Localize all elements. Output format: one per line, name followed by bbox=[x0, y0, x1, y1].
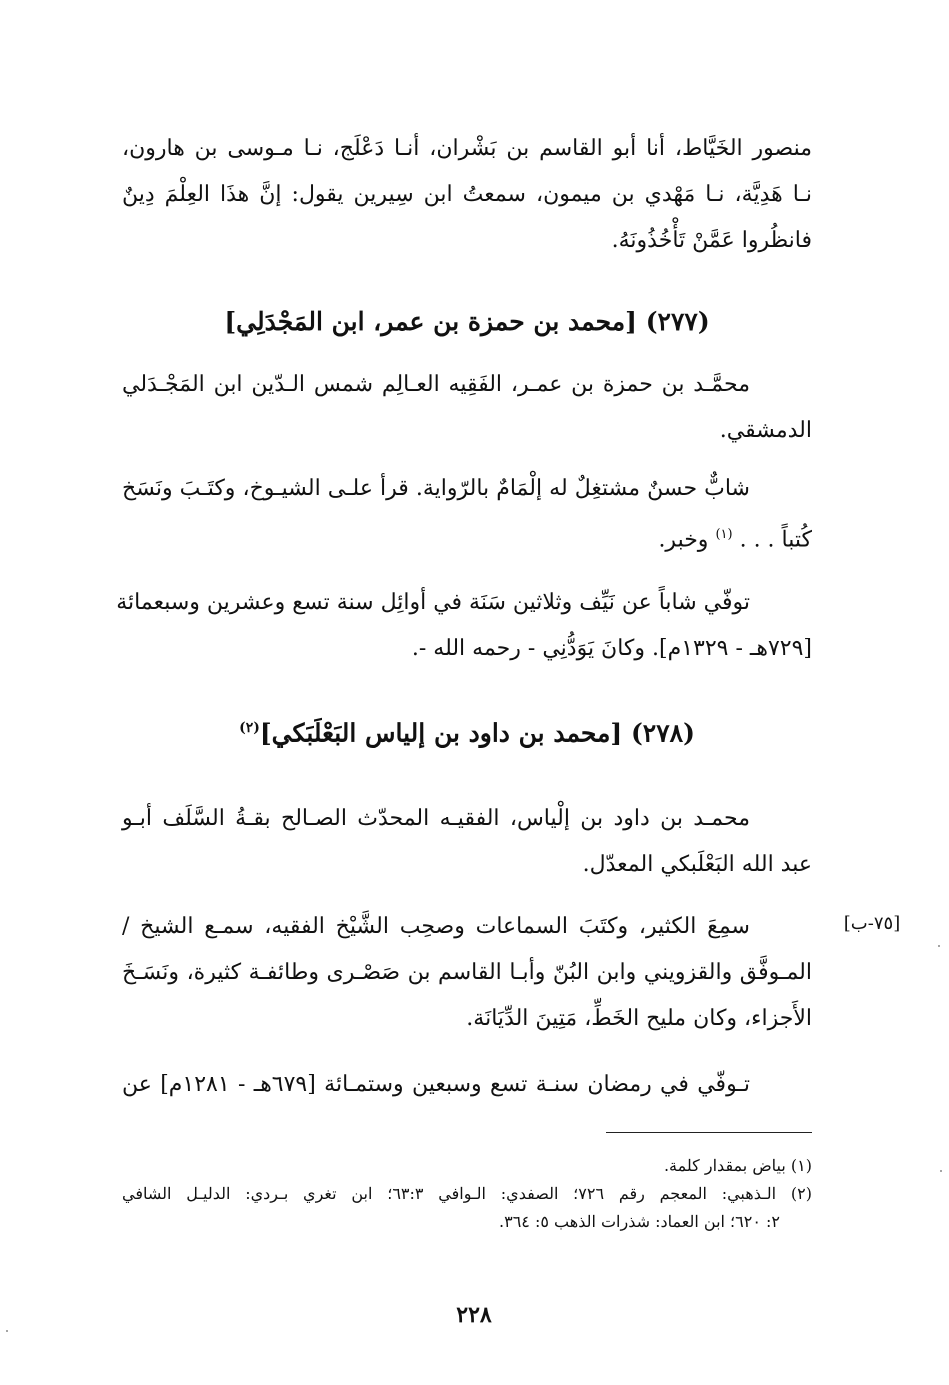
footnote-reference: (١) bbox=[715, 527, 733, 542]
manuscript-folio-note: [٧٥-ب] bbox=[843, 913, 901, 934]
text-line: نـا هَدِيَّة، نـا مَهْدي بن ميمون، سمعتُ ابن سِيرين يقول: إنَّ هذَا العِلْمَ دِينٌ bbox=[122, 182, 812, 207]
previous-entry-end bbox=[122, 126, 812, 264]
entry-278-paragraph-1 bbox=[122, 796, 812, 888]
text-line: [٧٢٩هـ - ١٣٢٩م]. وكانَ يَوَدُّنِي - رحمه الله -. bbox=[411, 636, 812, 661]
footnote-2-continuation: ٢: ٦٢٠؛ ابن العماد: شذرات الذهب ٥: ٣٦٤. bbox=[499, 1212, 780, 1231]
scan-speck bbox=[938, 945, 940, 947]
entry-277-paragraph-3 bbox=[116, 580, 812, 672]
text-line: عبد الله البَعْلَبكي المعدّل. bbox=[582, 852, 812, 877]
footnote-2: (٢) الـذهبي: المعجم رقم ٧٢٦؛ الصفدي: الـوافي ٦٣:٣؛ ابن تغري بـردي: الدليـل الشافي bbox=[122, 1184, 812, 1203]
text-line: تـوفّي في رمضان سنـة تسع وسبعين وستمـائة [٦٧٩هـ - ١٢٨١م] عن bbox=[122, 1072, 751, 1097]
entry-277-paragraph-1 bbox=[122, 362, 812, 454]
entry-278-paragraph-3 bbox=[122, 1062, 812, 1108]
text-line: محمـد بن داود بن إلْياس، الفقيـه المحدّث الصـالح بقـةُ السَّلَف أبـو bbox=[122, 806, 750, 831]
text-line: المـوفَّق والقزويني وابن البُنّ وأبـا القاسم بن صَصْـرى وطائفـة كثيرة، ونَسَـخَ bbox=[122, 960, 813, 985]
footnote-reference: (٢) bbox=[239, 720, 260, 736]
text-line: الدمشقي. bbox=[719, 418, 812, 443]
text-line: منصور الخَيَّاط، أنا أبو القاسم بن بَشْران، أنـا دَعْلَج، نـا مـوسى بن هارون، bbox=[122, 136, 812, 161]
scan-speck bbox=[940, 1170, 942, 1172]
scan-speck bbox=[6, 1330, 8, 1332]
text-line: الأَجزاء، وكان مليح الخَطِّ، مَتِينَ الدِّيَانَة. bbox=[466, 1006, 812, 1031]
footnote-1: (١) بياض بمقدار كلمة. bbox=[663, 1156, 812, 1175]
text-line: سمِعَ الكثير، وكتَبَ السماعات وصحِب الشَّيْخ الفقيه، سمـع الشيخ / bbox=[122, 914, 750, 939]
text-fragment: كُتباً . . . bbox=[739, 527, 812, 553]
footnote-separator bbox=[606, 1132, 812, 1133]
text-line: شابٌّ حسنٌ مشتغِلٌ له إلْمَامٌ بالرّواية. قرأ علـى الشيـوخ، وكتَـبَ ونَسَخ bbox=[122, 476, 750, 501]
entry-277-heading: (٢٧٧) [محمد بن حمزة بن عمر، ابن المَجْدَلِي] bbox=[224, 307, 710, 336]
heading-text: (٢٧٨) [محمد بن داود بن إلياس البَعْلَبَكي] bbox=[259, 718, 695, 748]
entry-278-paragraph-2 bbox=[122, 904, 812, 1042]
text-line bbox=[122, 512, 812, 558]
text-line: توفّي شاباً عن نَيِّف وثلاثين سَنَة في أوائِل سنة تسع وعشرين وسبعمائة bbox=[116, 590, 750, 615]
page-number: ٢٢٨ bbox=[456, 1302, 492, 1328]
entry-277-paragraph-2 bbox=[122, 466, 812, 558]
entry-278-heading bbox=[122, 708, 812, 753]
text-line: محمَّـد بن حمزة بن عمـر، الفَقِيه العـالِم شمس الـدّين ابن المَجْـدَلي bbox=[122, 372, 750, 397]
footnotes bbox=[122, 1152, 812, 1236]
text-fragment: وخبر. bbox=[658, 527, 709, 553]
text-line: فانظُروا عَمَّنْ تَأْخُذُونَهُ. bbox=[611, 228, 812, 253]
